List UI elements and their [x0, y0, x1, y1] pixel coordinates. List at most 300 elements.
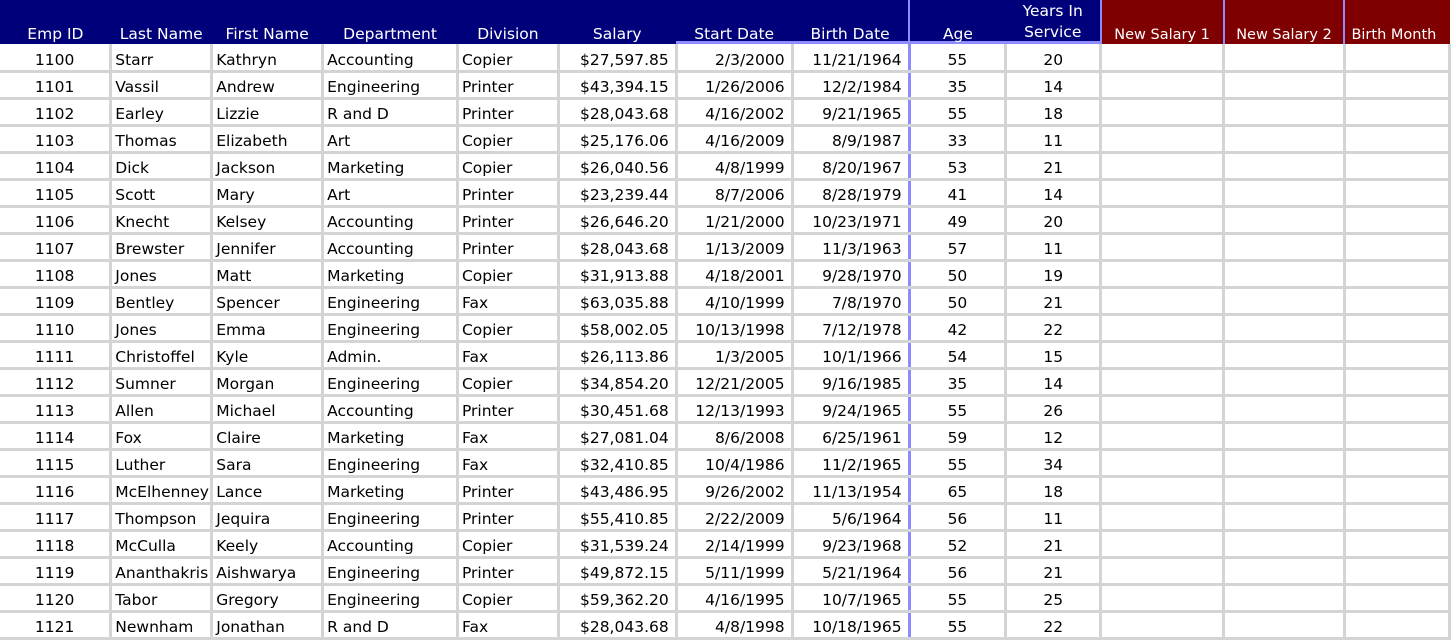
- cell-new-salary-1[interactable]: [1101, 287, 1224, 314]
- cell-division[interactable]: Printer: [457, 179, 558, 206]
- cell-emp-id[interactable]: 1118: [0, 530, 111, 557]
- cell-birth-date[interactable]: 7/12/1978: [792, 314, 909, 341]
- cell-emp-id[interactable]: 1109: [0, 287, 111, 314]
- cell-department[interactable]: Engineering: [323, 314, 458, 341]
- cell-division[interactable]: Printer: [457, 233, 558, 260]
- cell-birth-date[interactable]: 10/18/1965: [792, 611, 909, 638]
- cell-new-salary-1[interactable]: [1101, 611, 1224, 638]
- cell-new-salary-2[interactable]: [1224, 584, 1345, 611]
- cell-age[interactable]: 53: [909, 152, 1006, 179]
- cell-new-salary-2[interactable]: [1224, 260, 1345, 287]
- cell-new-salary-2[interactable]: [1224, 152, 1345, 179]
- cell-new-salary-1[interactable]: [1101, 71, 1224, 98]
- cell-birth-month[interactable]: [1344, 125, 1449, 152]
- cell-start-date[interactable]: 10/13/1998: [676, 314, 792, 341]
- cell-birth-month[interactable]: [1344, 71, 1449, 98]
- cell-salary[interactable]: $43,486.95: [558, 476, 676, 503]
- cell-birth-date[interactable]: 12/2/1984: [792, 71, 909, 98]
- cell-birth-date[interactable]: 11/13/1954: [792, 476, 909, 503]
- cell-division[interactable]: Fax: [457, 422, 558, 449]
- cell-emp-id[interactable]: 1100: [0, 44, 111, 71]
- cell-new-salary-2[interactable]: [1224, 449, 1345, 476]
- cell-new-salary-2[interactable]: [1224, 125, 1345, 152]
- cell-start-date[interactable]: 2/14/1999: [676, 530, 792, 557]
- cell-new-salary-1[interactable]: [1101, 98, 1224, 125]
- cell-last-name[interactable]: McElhenney: [111, 476, 212, 503]
- cell-last-name[interactable]: Thomas: [111, 125, 212, 152]
- cell-new-salary-1[interactable]: [1101, 395, 1224, 422]
- cell-emp-id[interactable]: 1114: [0, 422, 111, 449]
- cell-age[interactable]: 55: [909, 611, 1006, 638]
- cell-start-date[interactable]: 9/26/2002: [676, 476, 792, 503]
- cell-birth-month[interactable]: [1344, 206, 1449, 233]
- cell-division[interactable]: Printer: [457, 71, 558, 98]
- cell-start-date[interactable]: 4/8/1999: [676, 152, 792, 179]
- cell-department[interactable]: Art: [323, 179, 458, 206]
- cell-new-salary-2[interactable]: [1224, 503, 1345, 530]
- cell-new-salary-1[interactable]: [1101, 476, 1224, 503]
- cell-start-date[interactable]: 1/13/2009: [676, 233, 792, 260]
- cell-division[interactable]: Printer: [457, 503, 558, 530]
- cell-emp-id[interactable]: 1119: [0, 557, 111, 584]
- cell-division[interactable]: Copier: [457, 584, 558, 611]
- cell-department[interactable]: Marketing: [323, 152, 458, 179]
- cell-new-salary-1[interactable]: [1101, 260, 1224, 287]
- cell-start-date[interactable]: 4/18/2001: [676, 260, 792, 287]
- cell-department[interactable]: Marketing: [323, 422, 458, 449]
- cell-age[interactable]: 33: [909, 125, 1006, 152]
- cell-age[interactable]: 54: [909, 341, 1006, 368]
- cell-age[interactable]: 55: [909, 98, 1006, 125]
- cell-last-name[interactable]: Brewster: [111, 233, 212, 260]
- cell-department[interactable]: Engineering: [323, 287, 458, 314]
- cell-emp-id[interactable]: 1113: [0, 395, 111, 422]
- cell-division[interactable]: Printer: [457, 557, 558, 584]
- cell-years-in-service[interactable]: 14: [1006, 179, 1101, 206]
- cell-emp-id[interactable]: 1121: [0, 611, 111, 638]
- cell-division[interactable]: Copier: [457, 368, 558, 395]
- cell-years-in-service[interactable]: 22: [1006, 611, 1101, 638]
- cell-start-date[interactable]: 12/21/2005: [676, 368, 792, 395]
- cell-division[interactable]: Fax: [457, 341, 558, 368]
- cell-last-name[interactable]: Earley: [111, 98, 212, 125]
- cell-start-date[interactable]: 1/21/2000: [676, 206, 792, 233]
- cell-new-salary-1[interactable]: [1101, 503, 1224, 530]
- cell-birth-date[interactable]: 8/28/1979: [792, 179, 909, 206]
- cell-department[interactable]: Engineering: [323, 368, 458, 395]
- cell-years-in-service[interactable]: 11: [1006, 125, 1101, 152]
- cell-first-name[interactable]: Michael: [212, 395, 323, 422]
- cell-first-name[interactable]: Matt: [212, 260, 323, 287]
- header-salary[interactable]: Salary: [558, 0, 676, 44]
- header-new-salary-2[interactable]: New Salary 2: [1224, 0, 1345, 44]
- cell-years-in-service[interactable]: 21: [1006, 152, 1101, 179]
- cell-birth-date[interactable]: 11/3/1963: [792, 233, 909, 260]
- cell-first-name[interactable]: Lizzie: [212, 98, 323, 125]
- cell-new-salary-1[interactable]: [1101, 44, 1224, 71]
- cell-last-name[interactable]: Vassil: [111, 71, 212, 98]
- cell-emp-id[interactable]: 1105: [0, 179, 111, 206]
- cell-last-name[interactable]: Sumner: [111, 368, 212, 395]
- cell-years-in-service[interactable]: 21: [1006, 557, 1101, 584]
- cell-birth-date[interactable]: 11/21/1964: [792, 44, 909, 71]
- cell-division[interactable]: Copier: [457, 44, 558, 71]
- cell-new-salary-2[interactable]: [1224, 287, 1345, 314]
- cell-start-date[interactable]: 4/16/1995: [676, 584, 792, 611]
- cell-birth-month[interactable]: [1344, 395, 1449, 422]
- header-last-name[interactable]: Last Name: [111, 0, 212, 44]
- cell-years-in-service[interactable]: 15: [1006, 341, 1101, 368]
- cell-age[interactable]: 55: [909, 395, 1006, 422]
- cell-birth-date[interactable]: 9/24/1965: [792, 395, 909, 422]
- cell-new-salary-2[interactable]: [1224, 557, 1345, 584]
- cell-salary[interactable]: $49,872.15: [558, 557, 676, 584]
- cell-birth-date[interactable]: 6/25/1961: [792, 422, 909, 449]
- header-birth-month[interactable]: Birth Month: [1344, 0, 1449, 44]
- cell-salary[interactable]: $34,854.20: [558, 368, 676, 395]
- header-years-line1: Years In: [1022, 2, 1083, 20]
- cell-new-salary-1[interactable]: [1101, 179, 1224, 206]
- cell-birth-month[interactable]: [1344, 287, 1449, 314]
- cell-salary[interactable]: $26,646.20: [558, 206, 676, 233]
- cell-last-name[interactable]: Starr: [111, 44, 212, 71]
- cell-salary[interactable]: $30,451.68: [558, 395, 676, 422]
- cell-age[interactable]: 65: [909, 476, 1006, 503]
- cell-emp-id[interactable]: 1108: [0, 260, 111, 287]
- header-emp-id[interactable]: Emp ID: [0, 0, 111, 44]
- cell-age[interactable]: 35: [909, 71, 1006, 98]
- cell-salary[interactable]: $27,597.85: [558, 44, 676, 71]
- cell-birth-date[interactable]: 5/6/1964: [792, 503, 909, 530]
- cell-emp-id[interactable]: 1101: [0, 71, 111, 98]
- cell-new-salary-1[interactable]: [1101, 233, 1224, 260]
- cell-salary[interactable]: $31,539.24: [558, 530, 676, 557]
- cell-salary[interactable]: $27,081.04: [558, 422, 676, 449]
- cell-birth-month[interactable]: [1344, 98, 1449, 125]
- cell-years-in-service[interactable]: 21: [1006, 530, 1101, 557]
- cell-birth-month[interactable]: [1344, 260, 1449, 287]
- cell-emp-id[interactable]: 1106: [0, 206, 111, 233]
- cell-new-salary-2[interactable]: [1224, 314, 1345, 341]
- cell-department[interactable]: Marketing: [323, 476, 458, 503]
- cell-salary[interactable]: $28,043.68: [558, 233, 676, 260]
- cell-salary[interactable]: $43,394.15: [558, 71, 676, 98]
- cell-last-name[interactable]: Bentley: [111, 287, 212, 314]
- cell-birth-month[interactable]: [1344, 584, 1449, 611]
- cell-department[interactable]: Accounting: [323, 44, 458, 71]
- cell-new-salary-2[interactable]: [1224, 422, 1345, 449]
- cell-division[interactable]: Printer: [457, 206, 558, 233]
- cell-age[interactable]: 42: [909, 314, 1006, 341]
- cell-start-date[interactable]: 8/7/2006: [676, 179, 792, 206]
- cell-department[interactable]: R and D: [323, 611, 458, 638]
- cell-emp-id[interactable]: 1111: [0, 341, 111, 368]
- cell-years-in-service[interactable]: 12: [1006, 422, 1101, 449]
- cell-emp-id[interactable]: 1104: [0, 152, 111, 179]
- cell-salary[interactable]: $63,035.88: [558, 287, 676, 314]
- cell-birth-month[interactable]: [1344, 422, 1449, 449]
- cell-start-date[interactable]: 12/13/1993: [676, 395, 792, 422]
- cell-birth-date[interactable]: 9/21/1965: [792, 98, 909, 125]
- cell-new-salary-1[interactable]: [1101, 422, 1224, 449]
- cell-birth-month[interactable]: [1344, 557, 1449, 584]
- cell-birth-date[interactable]: 11/2/1965: [792, 449, 909, 476]
- cell-first-name[interactable]: Jennifer: [212, 233, 323, 260]
- cell-emp-id[interactable]: 1112: [0, 368, 111, 395]
- cell-years-in-service[interactable]: 19: [1006, 260, 1101, 287]
- cell-first-name[interactable]: Andrew: [212, 71, 323, 98]
- cell-division[interactable]: Fax: [457, 287, 558, 314]
- cell-age[interactable]: 55: [909, 449, 1006, 476]
- cell-last-name[interactable]: Fox: [111, 422, 212, 449]
- cell-salary[interactable]: $26,040.56: [558, 152, 676, 179]
- cell-last-name[interactable]: Jones: [111, 260, 212, 287]
- cell-emp-id[interactable]: 1107: [0, 233, 111, 260]
- cell-age[interactable]: 55: [909, 584, 1006, 611]
- cell-new-salary-1[interactable]: [1101, 584, 1224, 611]
- cell-start-date[interactable]: 4/16/2002: [676, 98, 792, 125]
- cell-department[interactable]: Engineering: [323, 503, 458, 530]
- cell-first-name[interactable]: Claire: [212, 422, 323, 449]
- cell-division[interactable]: Printer: [457, 476, 558, 503]
- cell-years-in-service[interactable]: 11: [1006, 503, 1101, 530]
- cell-division[interactable]: Printer: [457, 98, 558, 125]
- cell-department[interactable]: Engineering: [323, 557, 458, 584]
- cell-birth-month[interactable]: [1344, 179, 1449, 206]
- cell-age[interactable]: 59: [909, 422, 1006, 449]
- cell-years-in-service[interactable]: 21: [1006, 287, 1101, 314]
- cell-department[interactable]: R and D: [323, 98, 458, 125]
- cell-department[interactable]: Admin.: [323, 341, 458, 368]
- header-first-name[interactable]: First Name: [212, 0, 323, 44]
- cell-start-date[interactable]: 2/22/2009: [676, 503, 792, 530]
- cell-salary[interactable]: $26,113.86: [558, 341, 676, 368]
- cell-last-name[interactable]: Luther: [111, 449, 212, 476]
- cell-new-salary-2[interactable]: [1224, 98, 1345, 125]
- cell-salary[interactable]: $58,002.05: [558, 314, 676, 341]
- cell-first-name[interactable]: Jonathan: [212, 611, 323, 638]
- cell-years-in-service[interactable]: 14: [1006, 71, 1101, 98]
- cell-birth-month[interactable]: [1344, 530, 1449, 557]
- cell-last-name[interactable]: Tabor: [111, 584, 212, 611]
- cell-emp-id[interactable]: 1115: [0, 449, 111, 476]
- header-age[interactable]: Age: [909, 0, 1006, 44]
- cell-age[interactable]: 50: [909, 260, 1006, 287]
- cell-start-date[interactable]: 4/16/2009: [676, 125, 792, 152]
- cell-new-salary-1[interactable]: [1101, 125, 1224, 152]
- cell-salary[interactable]: $28,043.68: [558, 98, 676, 125]
- cell-salary[interactable]: $28,043.68: [558, 611, 676, 638]
- cell-last-name[interactable]: Allen: [111, 395, 212, 422]
- cell-division[interactable]: Printer: [457, 395, 558, 422]
- cell-age[interactable]: 56: [909, 503, 1006, 530]
- cell-start-date[interactable]: 4/8/1998: [676, 611, 792, 638]
- cell-last-name[interactable]: Ananthakris: [111, 557, 212, 584]
- header-birth-date[interactable]: Birth Date: [792, 0, 909, 44]
- cell-birth-date[interactable]: 10/1/1966: [792, 341, 909, 368]
- cell-department[interactable]: Engineering: [323, 449, 458, 476]
- cell-department[interactable]: Accounting: [323, 233, 458, 260]
- cell-birth-month[interactable]: [1344, 233, 1449, 260]
- cell-new-salary-2[interactable]: [1224, 206, 1345, 233]
- cell-start-date[interactable]: 2/3/2000: [676, 44, 792, 71]
- cell-age[interactable]: 52: [909, 530, 1006, 557]
- cell-years-in-service[interactable]: 20: [1006, 206, 1101, 233]
- cell-birth-month[interactable]: [1344, 152, 1449, 179]
- cell-emp-id[interactable]: 1110: [0, 314, 111, 341]
- cell-birth-date[interactable]: 9/28/1970: [792, 260, 909, 287]
- cell-new-salary-1[interactable]: [1101, 557, 1224, 584]
- cell-new-salary-1[interactable]: [1101, 341, 1224, 368]
- cell-new-salary-1[interactable]: [1101, 530, 1224, 557]
- cell-age[interactable]: 49: [909, 206, 1006, 233]
- cell-first-name[interactable]: Morgan: [212, 368, 323, 395]
- cell-start-date[interactable]: 1/3/2005: [676, 341, 792, 368]
- cell-new-salary-2[interactable]: [1224, 611, 1345, 638]
- cell-emp-id[interactable]: 1102: [0, 98, 111, 125]
- cell-birth-month[interactable]: [1344, 611, 1449, 638]
- cell-birth-date[interactable]: 10/23/1971: [792, 206, 909, 233]
- cell-first-name[interactable]: Lance: [212, 476, 323, 503]
- cell-new-salary-2[interactable]: [1224, 530, 1345, 557]
- cell-division[interactable]: Copier: [457, 152, 558, 179]
- cell-new-salary-2[interactable]: [1224, 476, 1345, 503]
- cell-salary[interactable]: $25,176.06: [558, 125, 676, 152]
- cell-age[interactable]: 41: [909, 179, 1006, 206]
- cell-birth-month[interactable]: [1344, 503, 1449, 530]
- cell-salary[interactable]: $23,239.44: [558, 179, 676, 206]
- cell-emp-id[interactable]: 1116: [0, 476, 111, 503]
- cell-birth-date[interactable]: 8/9/1987: [792, 125, 909, 152]
- cell-first-name[interactable]: Spencer: [212, 287, 323, 314]
- cell-birth-date[interactable]: 10/7/1965: [792, 584, 909, 611]
- cell-first-name[interactable]: Sara: [212, 449, 323, 476]
- cell-first-name[interactable]: Elizabeth: [212, 125, 323, 152]
- cell-first-name[interactable]: Emma: [212, 314, 323, 341]
- cell-first-name[interactable]: Kathryn: [212, 44, 323, 71]
- cell-age[interactable]: 56: [909, 557, 1006, 584]
- cell-new-salary-2[interactable]: [1224, 395, 1345, 422]
- cell-first-name[interactable]: Jackson: [212, 152, 323, 179]
- cell-new-salary-2[interactable]: [1224, 341, 1345, 368]
- cell-birth-month[interactable]: [1344, 314, 1449, 341]
- cell-years-in-service[interactable]: 18: [1006, 476, 1101, 503]
- cell-emp-id[interactable]: 1120: [0, 584, 111, 611]
- cell-salary[interactable]: $32,410.85: [558, 449, 676, 476]
- cell-years-in-service[interactable]: 14: [1006, 368, 1101, 395]
- cell-department[interactable]: Engineering: [323, 584, 458, 611]
- cell-age[interactable]: 35: [909, 368, 1006, 395]
- cell-division[interactable]: Copier: [457, 530, 558, 557]
- cell-birth-month[interactable]: [1344, 341, 1449, 368]
- header-department[interactable]: Department: [323, 0, 458, 44]
- cell-age[interactable]: 50: [909, 287, 1006, 314]
- cell-new-salary-1[interactable]: [1101, 449, 1224, 476]
- cell-birth-month[interactable]: [1344, 368, 1449, 395]
- cell-last-name[interactable]: Scott: [111, 179, 212, 206]
- cell-years-in-service[interactable]: 34: [1006, 449, 1101, 476]
- cell-department[interactable]: Marketing: [323, 260, 458, 287]
- cell-division[interactable]: Copier: [457, 314, 558, 341]
- cell-start-date[interactable]: 5/11/1999: [676, 557, 792, 584]
- cell-birth-date[interactable]: 9/23/1968: [792, 530, 909, 557]
- cell-last-name[interactable]: Knecht: [111, 206, 212, 233]
- cell-salary[interactable]: $55,410.85: [558, 503, 676, 530]
- cell-start-date[interactable]: 4/10/1999: [676, 287, 792, 314]
- cell-birth-month[interactable]: [1344, 449, 1449, 476]
- cell-birth-date[interactable]: 7/8/1970: [792, 287, 909, 314]
- cell-new-salary-1[interactable]: [1101, 206, 1224, 233]
- cell-last-name[interactable]: McCulla: [111, 530, 212, 557]
- cell-division[interactable]: Fax: [457, 611, 558, 638]
- cell-first-name[interactable]: Aishwarya: [212, 557, 323, 584]
- cell-years-in-service[interactable]: 25: [1006, 584, 1101, 611]
- cell-birth-month[interactable]: [1344, 476, 1449, 503]
- cell-emp-id[interactable]: 1117: [0, 503, 111, 530]
- cell-last-name[interactable]: Dick: [111, 152, 212, 179]
- header-years-in-service[interactable]: [1006, 0, 1101, 44]
- cell-emp-id[interactable]: 1103: [0, 125, 111, 152]
- cell-division[interactable]: Fax: [457, 449, 558, 476]
- cell-start-date[interactable]: 8/6/2008: [676, 422, 792, 449]
- cell-first-name[interactable]: Gregory: [212, 584, 323, 611]
- cell-age[interactable]: 57: [909, 233, 1006, 260]
- cell-new-salary-2[interactable]: [1224, 233, 1345, 260]
- cell-new-salary-1[interactable]: [1101, 152, 1224, 179]
- cell-first-name[interactable]: Jequira: [212, 503, 323, 530]
- header-start-date[interactable]: Start Date: [676, 0, 792, 44]
- cell-first-name[interactable]: Mary: [212, 179, 323, 206]
- cell-salary[interactable]: $31,913.88: [558, 260, 676, 287]
- cell-first-name[interactable]: Keely: [212, 530, 323, 557]
- cell-years-in-service[interactable]: 20: [1006, 44, 1101, 71]
- cell-age[interactable]: 55: [909, 44, 1006, 71]
- cell-birth-date[interactable]: 5/21/1964: [792, 557, 909, 584]
- cell-new-salary-1[interactable]: [1101, 368, 1224, 395]
- cell-start-date[interactable]: 1/26/2006: [676, 71, 792, 98]
- cell-first-name[interactable]: Kyle: [212, 341, 323, 368]
- cell-last-name[interactable]: Newnham: [111, 611, 212, 638]
- cell-department[interactable]: Accounting: [323, 530, 458, 557]
- cell-birth-date[interactable]: 9/16/1985: [792, 368, 909, 395]
- cell-new-salary-1[interactable]: [1101, 314, 1224, 341]
- cell-last-name[interactable]: Christoffel: [111, 341, 212, 368]
- cell-years-in-service[interactable]: 22: [1006, 314, 1101, 341]
- cell-years-in-service[interactable]: 26: [1006, 395, 1101, 422]
- header-division[interactable]: Division: [457, 0, 558, 44]
- cell-last-name[interactable]: Jones: [111, 314, 212, 341]
- cell-new-salary-2[interactable]: [1224, 179, 1345, 206]
- cell-first-name[interactable]: Kelsey: [212, 206, 323, 233]
- header-new-salary-1[interactable]: New Salary 1: [1101, 0, 1224, 44]
- cell-last-name[interactable]: Thompson: [111, 503, 212, 530]
- cell-years-in-service[interactable]: 18: [1006, 98, 1101, 125]
- cell-years-in-service[interactable]: 11: [1006, 233, 1101, 260]
- cell-birth-month[interactable]: [1344, 44, 1449, 71]
- cell-salary[interactable]: $59,362.20: [558, 584, 676, 611]
- cell-birth-date[interactable]: 8/20/1967: [792, 152, 909, 179]
- cell-department[interactable]: Art: [323, 125, 458, 152]
- cell-department[interactable]: Accounting: [323, 206, 458, 233]
- cell-department[interactable]: Engineering: [323, 71, 458, 98]
- cell-division[interactable]: Copier: [457, 260, 558, 287]
- cell-new-salary-2[interactable]: [1224, 368, 1345, 395]
- cell-new-salary-2[interactable]: [1224, 44, 1345, 71]
- cell-new-salary-2[interactable]: [1224, 71, 1345, 98]
- cell-start-date[interactable]: 10/4/1986: [676, 449, 792, 476]
- cell-department[interactable]: Accounting: [323, 395, 458, 422]
- cell-division[interactable]: Copier: [457, 125, 558, 152]
